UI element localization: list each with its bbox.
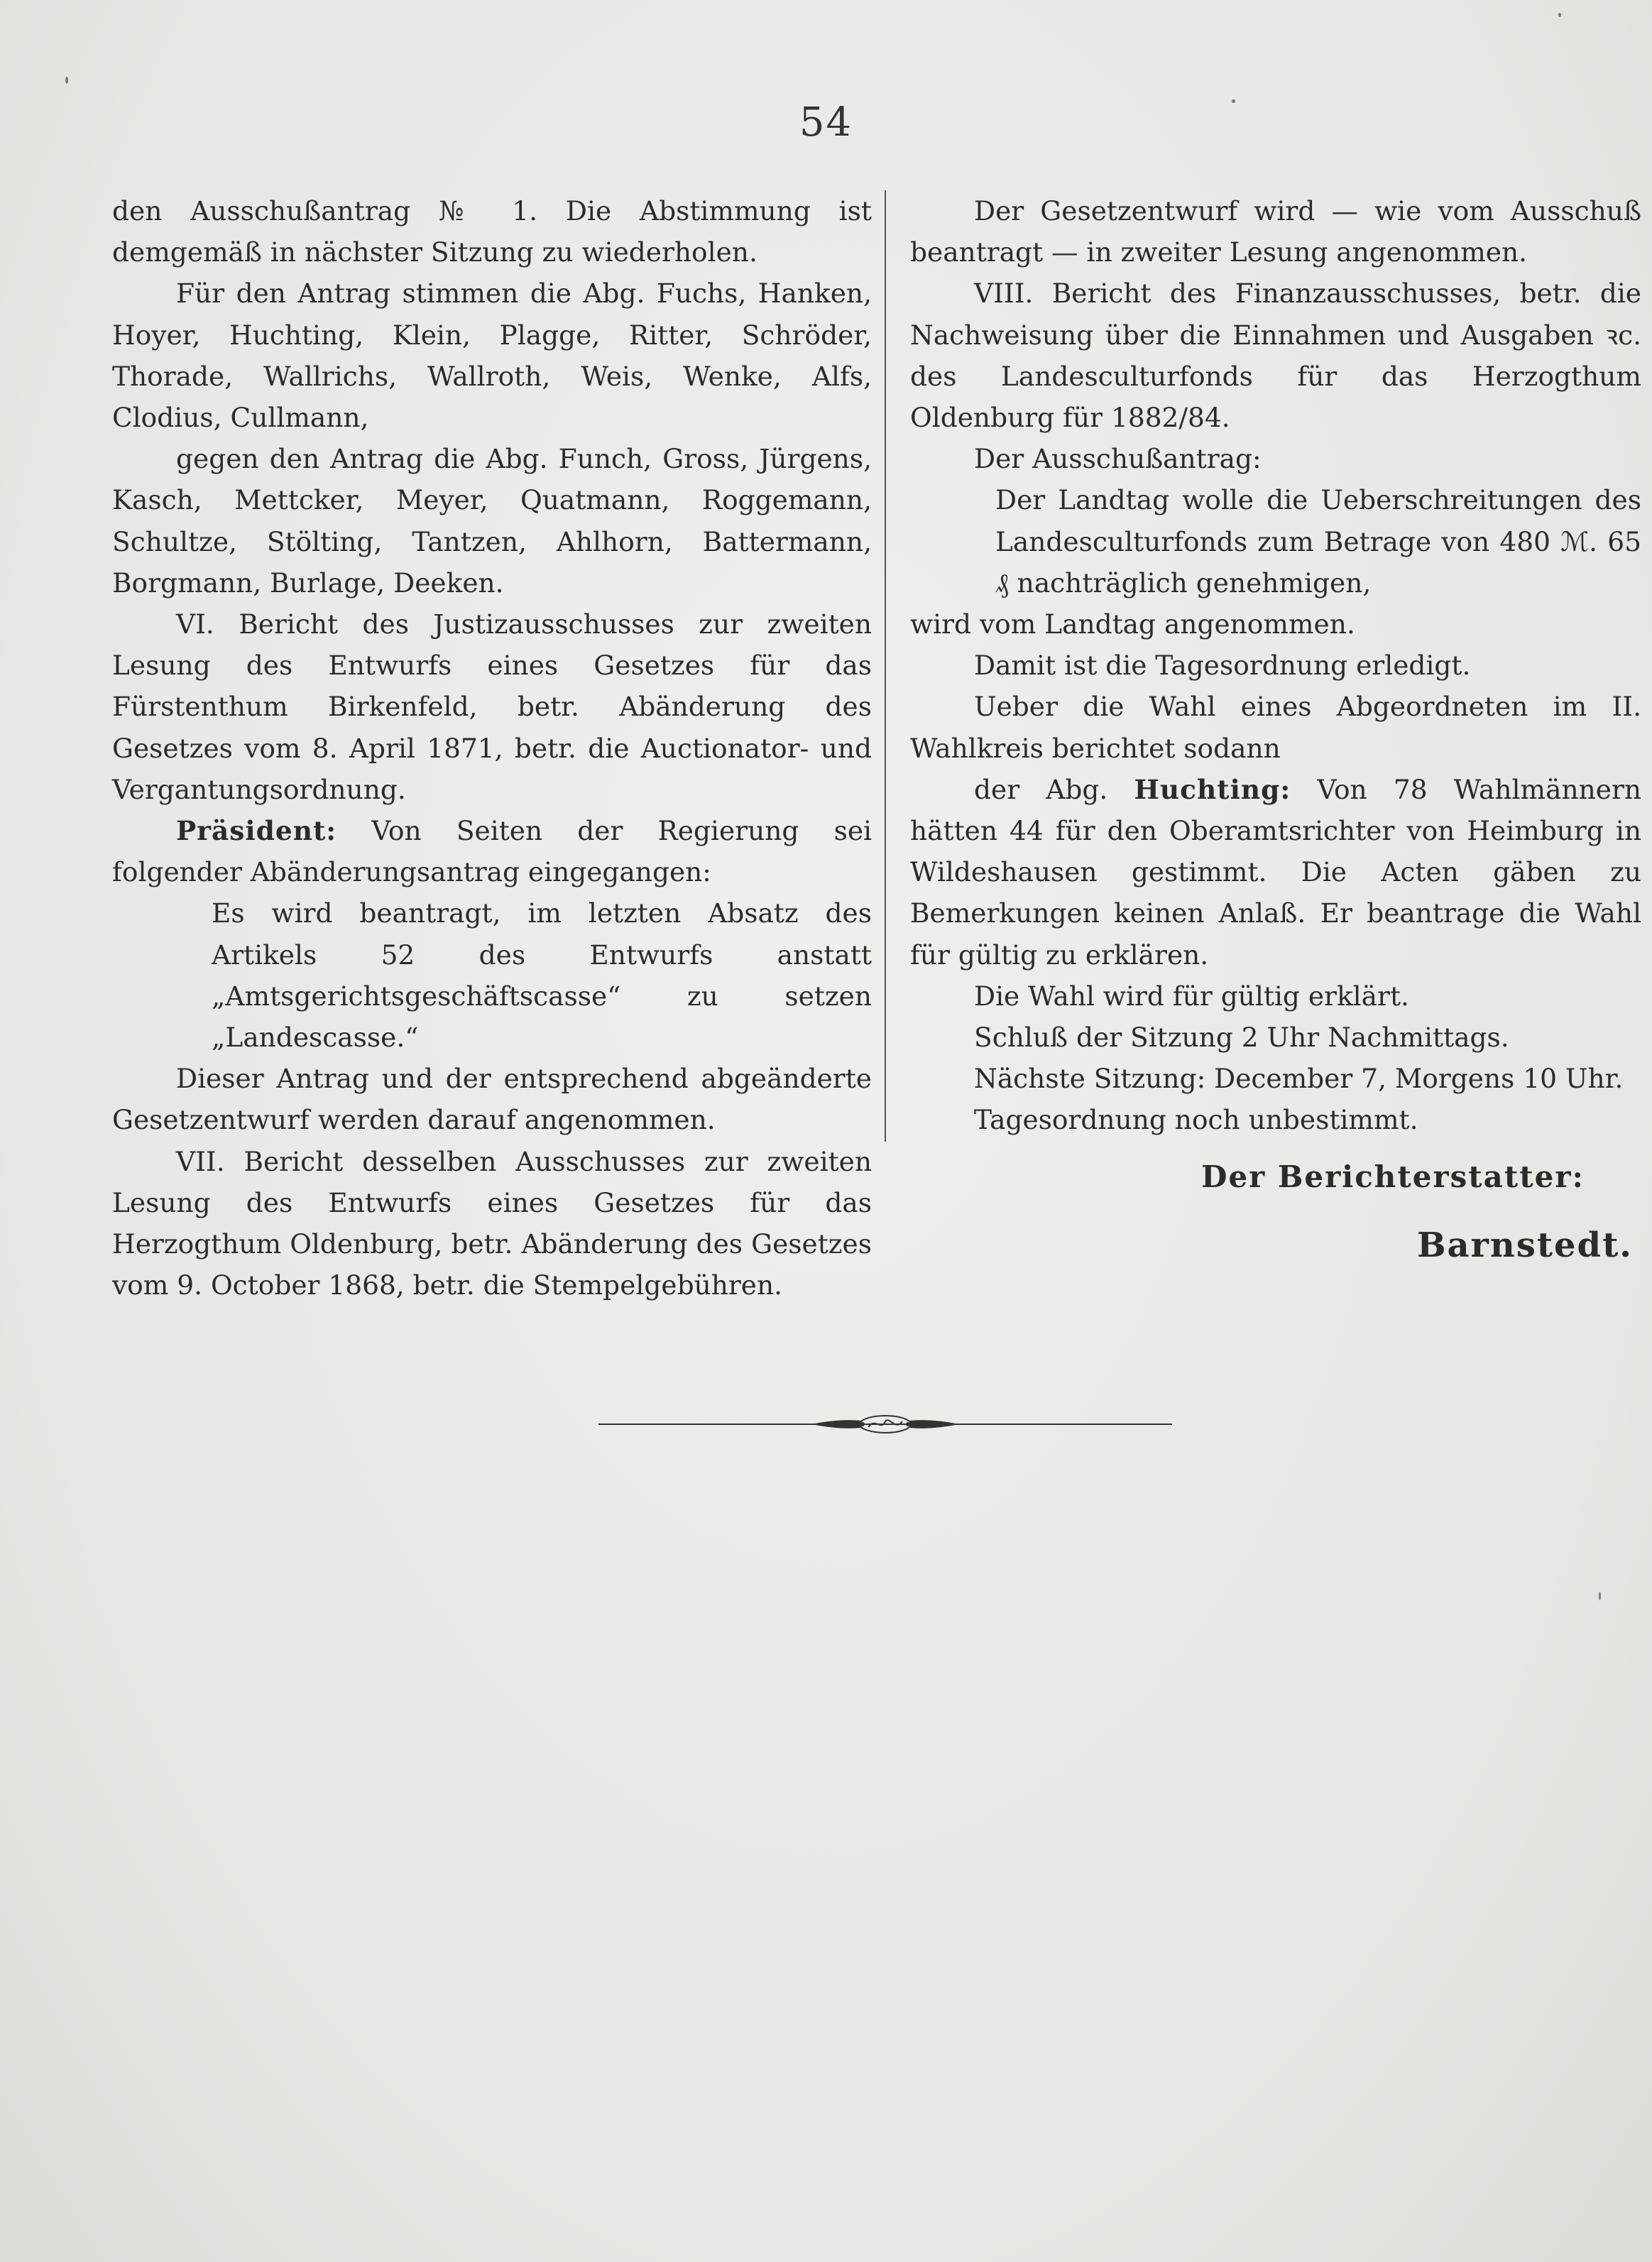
right-column (910, 190, 1641, 1266)
right-paragraph-session-close: Schluß der Sitzung 2 Uhr Nachmittags. (974, 1022, 1509, 1054)
paper-speck (1599, 1592, 1601, 1600)
huchting-statement: Von 78 Wahlmännern hätten 44 für den Oberamtsrichter von Heimburg in Wildeshausen gestimmt. Die Acten gäben zu Bemerkungen keinen Anlaß. Er beantrage die Wahl für gültig zu erklären. (910, 773, 1642, 971)
left-paragraph-item-vii: VII. Bericht desselben Ausschusses zur zweiten Lesung des Entwurfs eines Gesetzes für das Herzogthum Oldenburg, betr. Abänderung des Gesetzes vom 9. October 1868, betr. die Stempelgebühren. (112, 1145, 872, 1301)
right-paragraph-election: Ueber die Wahl eines Abgeordneten im II. Wahlkreis berichtet sodann (910, 691, 1641, 764)
right-paragraph-huchting (910, 769, 1641, 976)
left-paragraph-votes-against: gegen den Antrag die Abg. Funch, Gross, Jürgens, Kasch, Mettcker, Meyer, Quatmann, Roggemann, Schultze, Stölting, Tantzen, Ahlhorn, Battermann, Borgmann, Burlage, Deeken. (112, 443, 872, 599)
ornament-divider-icon (598, 1411, 1172, 1437)
right-paragraph-committee-motion: Der Ausschußantrag: (974, 443, 1262, 475)
paper-speck (65, 77, 68, 84)
paper-speck (1232, 99, 1235, 103)
column-divider (885, 190, 886, 1142)
right-paragraph-agenda-tbd: Tagesordnung noch unbestimmt. (974, 1104, 1418, 1136)
right-paragraph-bill-adopted: Der Gesetzentwurf wird — wie vom Ausschuß beantragt — in zweiter Lesung angenommen. (910, 195, 1641, 268)
right-paragraph-agenda-done: Damit ist die Tagesordnung erledigt. (974, 650, 1471, 682)
left-column (112, 190, 872, 1306)
right-paragraph-accepted: wird vom Landtag angenommen. (910, 608, 1355, 640)
speaker-huchting: Huchting: (1134, 773, 1291, 805)
signature-name: Barnstedt. (1416, 1225, 1633, 1265)
paper-speck (1558, 13, 1561, 17)
left-paragraph-adopted: Dieser Antrag und der entsprechend abgeänderte Gesetzentwurf werden darauf angenommen. (112, 1063, 872, 1136)
president-statement: Von Seiten der Regierung sei folgender Abänderungsantrag eingegangen: (112, 815, 873, 888)
left-paragraph-amendment: Es wird beantragt, im letzten Absatz des Artikels 52 des Entwurfs anstatt „Amtsgerichtsgeschäftscasse“ zu setzen „Landescasse.“ (212, 897, 872, 1054)
left-paragraph-votes-for: Für den Antrag stimmen die Abg. Fuchs, Hanken, Hoyer, Huchting, Klein, Plagge, Ritter, Schröder, Thorade, Wallrichs, Wallroth, Weis, Wenke, Alfs, Clodius, Cullmann, (112, 278, 872, 434)
huchting-lead: der Abg. (974, 773, 1108, 805)
page-number: 54 (799, 99, 853, 146)
right-paragraph-item-viii: VIII. Bericht des Finanzausschusses, betr. die Nachweisung über die Einnahmen und Ausgaben ꝛc. des Landesculturfonds für das Herzogthum Oldenburg für 1882/84. (910, 278, 1641, 434)
right-paragraph-motion-text: Der Landtag wolle die Ueberschreitungen des Landesculturfonds zum Betrage von 480 ℳ. 65 ₰ nachträglich genehmigen, (995, 484, 1641, 599)
signature-label: Der Berichterstatter: (1201, 1159, 1585, 1194)
speaker-president: Präsident: (176, 815, 337, 847)
right-paragraph-next-session: Nächste Sitzung: December 7, Morgens 10 Uhr. (974, 1063, 1624, 1095)
left-paragraph-item-vi: VI. Bericht des Justizausschusses zur zweiten Lesung des Entwurfs eines Gesetzes für das Fürstenthum Birkenfeld, betr. Abänderung des Gesetzes vom 8. April 1871, betr. die Auctionator- und Vergantungsordnung. (112, 608, 872, 805)
left-paragraph-president (112, 810, 872, 892)
right-paragraph-election-valid: Die Wahl wird für gültig erklärt. (974, 980, 1409, 1012)
left-paragraph-vote-repeat: den Ausschußantrag № 1. Die Abstimmung ist demgemäß in nächster Sitzung zu wiederholen. (112, 195, 872, 268)
